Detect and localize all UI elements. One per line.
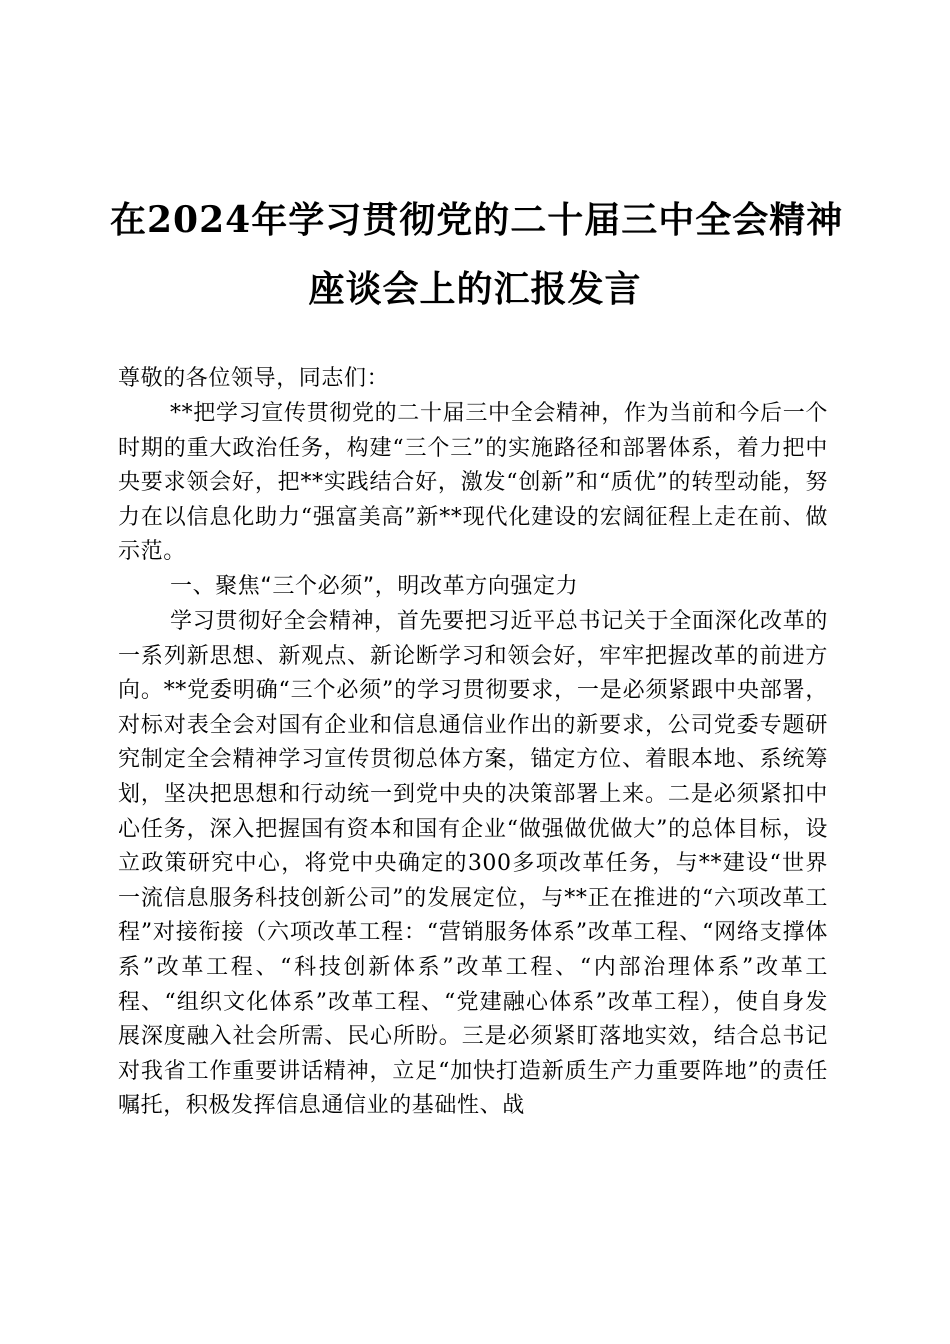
document-title-line-1: 在2024年学习贯彻党的二十届三中全会精神 xyxy=(110,199,844,241)
paragraph-section-1: 学习贯彻好全会精神，首先要把习近平总书记关于全面深化改革的一系列新思想、新观点、新论断学习和领会好，牢牢把握改革的前进方向。**党委明确“三个必须”的学习贯彻要求，一是必须紧跟中央部署，对标对表全会对国有企业和信息通信业作出的新要求，公司党委专题研究制定全会精神学习宣传贯彻总体方案，锚定方位、着眼本地、系统筹划，坚决把思想和行动统一到党中央的决策部署上来。二是必须紧扣中心任务，深入把握国有资本和国有企业“做强做优做大”的总体目标，设立政策研究中心，将党中央确定的300多项改革任务，与**建设“世界一流信息服务科技创新公司”的发展定位，与**正在推进的“六项改革工程”对接衔接（六项改革工程：“营销服务体系”改革工程、“网络支撑体系”改革工程、“科技创新体系”改革工程、“内部治理体系”改革工程、“组织文化体系”改革工程、“党建融心体系”改革工程），使自身发展深度融入社会所需、民心所盼。三是必须紧盯落地实效，结合总书记对我省工作重要讲话精神，立足“加快打造新质生产力重要阵地”的责任嘱托，积极发挥信息通信业的基础性、战 xyxy=(118,609,828,1119)
paragraph-intro: **把学习宣传贯彻党的二十届三中全会精神，作为当前和今后一个时期的重大政治任务，构建“三个三”的实施路径和部署体系，着力把中央要求领会好，把**实践结合好，激发“创新”和“质优”的转型动能，努力在以信息化助力“强富美高”新**现代化建设的宏阔征程上走在前、做示范。 xyxy=(118,401,828,565)
salutation: 尊敬的各位领导，同志们： xyxy=(118,366,390,391)
section-heading-1: 一、聚焦“三个必须”，明改革方向强定力 xyxy=(170,574,579,599)
document-title-line-2: 座谈会上的汇报发言 xyxy=(308,268,642,310)
